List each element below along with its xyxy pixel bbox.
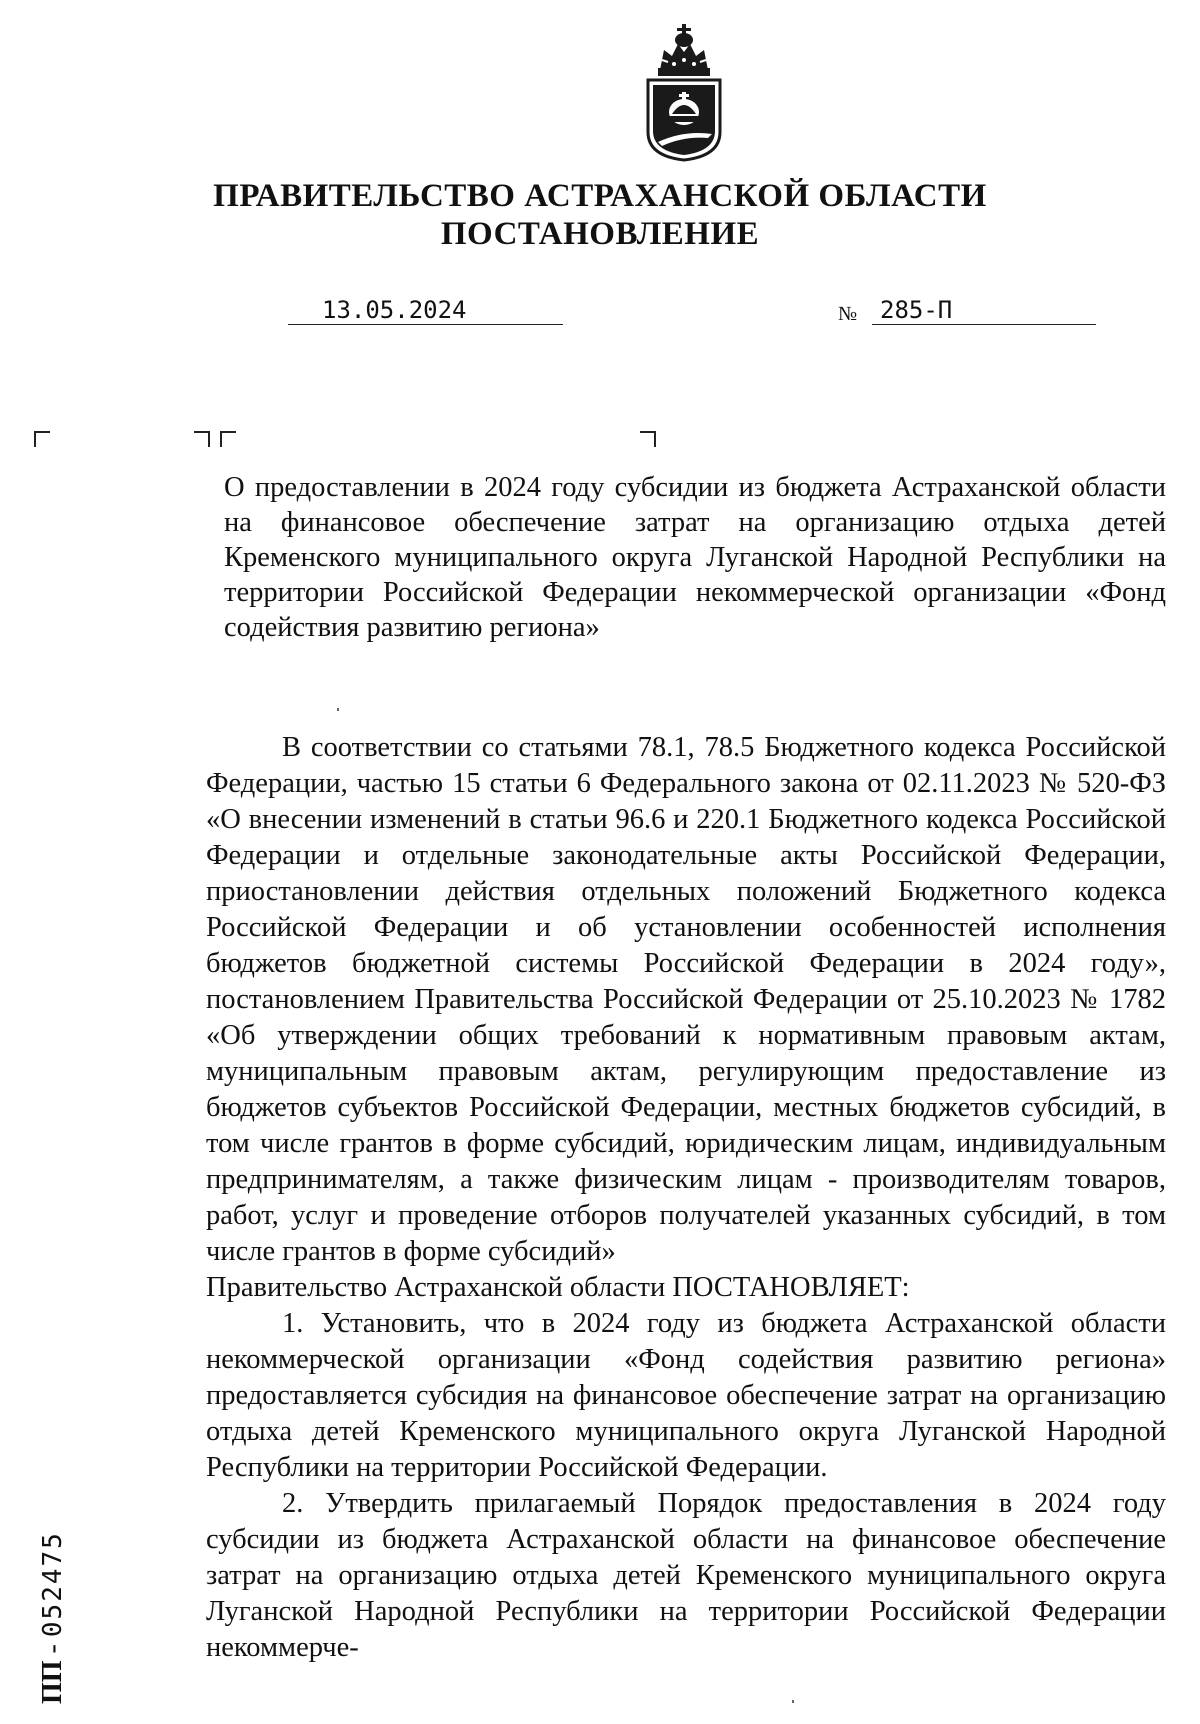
scan-speck [337,708,339,711]
corner-mark [640,431,656,447]
document-number: 285-П [880,296,953,324]
document-type: ПОСТАНОВЛЕНИЕ [440,216,760,252]
preamble-paragraph: В соответствии со статьями 78.1, 78.5 Бюджетного кодекса Российской Федерации, частью 15 статьи 6 Федерального закона от 02.11.2023 № 520-ФЗ «О внесении изменений в статьи 96.6 и 220.1 Бюджетного кодекса Российской Федерации и отдельные законодательные акты Российской Федерации, приостановлении действия отдельных положений Бюджетного кодекса Российской Федерации и об установлении особенностей исполнения бюджетов бюджетной системы Российской Федерации в 2024 году», постановлением Правительства Российской Федерации от 25.10.2023 № 1782 «Об утверждении общих требований к нормативным правовым актам, муниципальным правовым актам, регулирующим предоставление из бюджетов субъектов Российской Федерации, местных бюджетов субсидий, в том числе грантов в форме субсидий, юридическим лицам, индивидуальным предпринимателям, а также физическим лицам - производителям товаров, работ, услуг и проведение отборов получателей указанных субсидий, в том числе грантов в форме субсидий» [206,732,1166,1267]
registration-digits: 052475 [38,1531,68,1638]
registration-series: ПП [37,1660,68,1704]
corner-mark [220,431,236,447]
registration-separator: - [37,1637,68,1661]
document-date: 13.05.2024 [322,296,467,324]
side-registration-number [38,1531,68,1704]
scan-speck [792,1700,794,1703]
document-subject: О предоставлении в 2024 году субсидии из бюджета Астраханской области на финансовое обеспечение затрат на организацию отдыха детей Кременского муниципального округа Луганской Народной Республики на территории Российской Федерации некоммерческой организации «Фонд содействия развитию региона» [224,472,1166,643]
corner-mark [194,431,210,447]
resolve-statement: Правительство Астраханской области ПОСТАНОВЛЯЕТ: [206,1272,910,1303]
clause-1: 1. Установить, что в 2024 году из бюджета Астраханской области некоммерческой организации «Фонд содействия развитию региона» предоставляется субсидия на финансовое обеспечение затрат на организацию отдыха детей Кременского муниципального округа Луганской Народной Республики на территории Российской Федерации. [206,1308,1166,1483]
clause-2: 2. Утвердить прилагаемый Порядок предоставления в 2024 году субсидии из бюджета Астраханской области на финансовое обеспечение затрат на организацию отдыха детей Кременского муниципального округа Луганской Народной Республики на территории Российской Федерации некоммерче- [206,1488,1166,1663]
corner-mark [34,431,50,447]
astrakhan-coat-of-arms-icon [638,22,730,162]
organization-title: ПРАВИТЕЛЬСТВО АСТРАХАНСКОЙ ОБЛАСТИ [213,178,987,214]
number-sign: № [838,303,858,325]
document-body [206,730,1166,1666]
